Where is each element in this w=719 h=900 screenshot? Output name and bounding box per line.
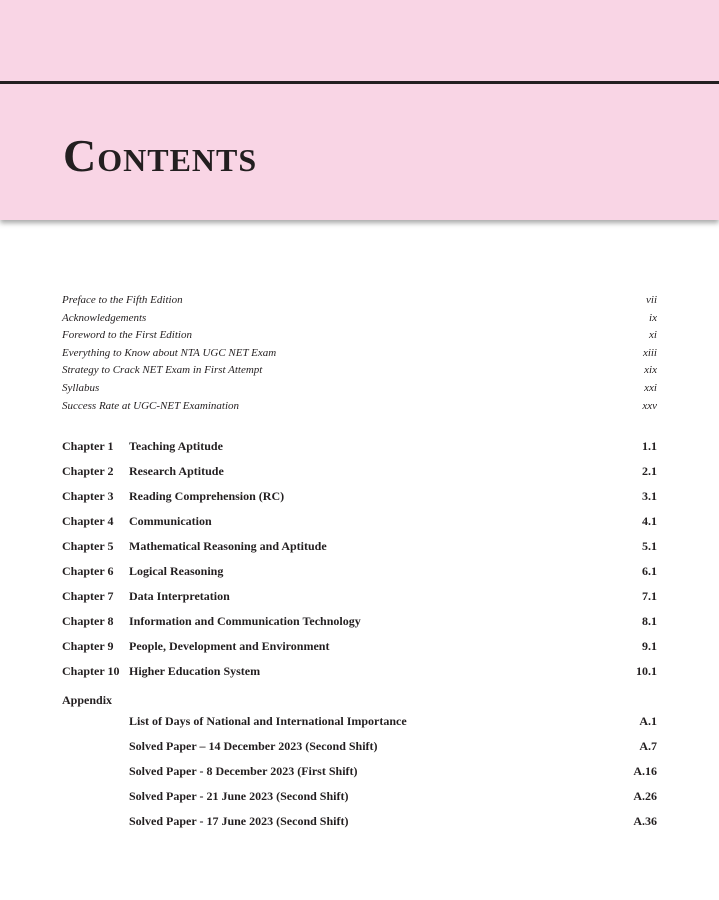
chapter-page: 4.1 [642,514,657,528]
prelim-page: xxv [642,399,657,412]
prelim-title: Strategy to Crack NET Exam in First Attempt [62,364,263,377]
prelim-title: Everything to Know about NTA UGC NET Exam [62,346,277,359]
appendix-title: List of Days of National and International Importance [129,714,407,728]
appendix-indent [62,711,129,736]
chapter-number: Chapter 8 [62,614,114,628]
appendix-indent [62,736,129,761]
chapter-entry[interactable] [62,511,657,536]
prelim-page: ix [649,311,657,324]
prelim-title: Foreword to the First Edition [62,329,192,342]
chapter-title: People, Development and Environment [129,639,330,653]
chapter-page: 10.1 [636,664,657,678]
appendix-indent [62,811,129,836]
appendix-title: Solved Paper - 8 December 2023 (First Shift) [129,764,358,778]
prelim-entry[interactable] [62,292,657,310]
chapter-page: 5.1 [642,539,657,553]
prelim-title: Syllabus [62,381,100,394]
chapter-number: Chapter 4 [62,514,114,528]
appendix-page: A.36 [633,814,657,828]
appendix-page: A.26 [633,789,657,803]
chapter-title: Teaching Aptitude [129,439,223,453]
chapter-page: 6.1 [642,564,657,578]
chapter-number: Chapter 9 [62,639,114,653]
prelim-page: xix [644,364,657,377]
chapter-entry[interactable] [62,561,657,586]
chapter-entry[interactable] [62,636,657,661]
chapter-number: Chapter 7 [62,589,114,603]
page-title: Contents [63,130,258,181]
appendix-title: Solved Paper - 17 June 2023 (Second Shift) [129,814,349,828]
chapter-title: Communication [129,514,212,528]
chapter-title: Research Aptitude [129,464,224,478]
chapter-list [62,436,657,686]
prelim-entry[interactable] [62,380,657,398]
chapter-title: Reading Comprehension (RC) [129,489,285,503]
chapter-entry[interactable] [62,611,657,636]
prelim-entry[interactable] [62,345,657,363]
prelim-entry[interactable] [62,398,657,416]
chapter-page: 3.1 [642,489,657,503]
chapter-title: Higher Education System [129,664,261,678]
appendix-title: Solved Paper - 21 June 2023 (Second Shift) [129,789,349,803]
chapter-entry[interactable] [62,586,657,611]
appendix-indent [62,761,129,786]
chapter-number: Chapter 3 [62,489,114,503]
chapter-number: Chapter 5 [62,539,114,553]
prelim-page: vii [646,294,657,306]
appendix-entry[interactable] [62,736,657,761]
chapter-entry[interactable] [62,436,657,461]
appendix-entry[interactable] [62,786,657,811]
prelim-page: xxi [644,381,657,394]
chapter-page: 7.1 [642,589,657,603]
chapter-number: Chapter 2 [62,464,114,478]
chapter-page: 8.1 [642,614,657,628]
chapter-title: Information and Communication Technology [129,614,361,628]
chapter-title: Logical Reasoning [129,564,224,578]
prelim-title: Preface to the Fifth Edition [62,294,183,306]
appendix-heading: Appendix [62,693,113,707]
header-rule [0,81,719,84]
prelim-page: xiii [642,346,657,359]
appendix-entry[interactable] [62,811,657,836]
prelim-entry[interactable] [62,362,657,380]
prelims-list [62,292,657,415]
chapter-title: Data Interpretation [129,589,230,603]
chapter-entry[interactable] [62,536,657,561]
appendix-page: A.1 [639,714,657,728]
chapter-entry[interactable] [62,486,657,511]
prelim-page: xi [649,329,657,342]
appendix-entry[interactable] [62,761,657,786]
appendix-page: A.7 [639,739,657,753]
chapter-page: 9.1 [642,639,657,653]
appendix-list [62,711,657,836]
prelim-entry[interactable] [62,310,657,328]
prelim-entry[interactable] [62,327,657,345]
chapter-page: 2.1 [642,464,657,478]
chapter-number: Chapter 10 [62,664,120,678]
prelim-title: Acknowledgements [62,311,147,324]
chapter-title: Mathematical Reasoning and Aptitude [129,539,327,553]
appendix-entry[interactable] [62,711,657,736]
chapter-entry[interactable] [62,661,657,686]
prelim-title: Success Rate at UGC-NET Examination [62,399,239,412]
chapter-number: Chapter 1 [62,439,114,453]
chapter-number: Chapter 6 [62,564,114,578]
appendix-title: Solved Paper – 14 December 2023 (Second Shift) [129,739,378,753]
appendix-indent [62,786,129,811]
header-band [0,0,719,220]
chapter-entry[interactable] [62,461,657,486]
appendix-page: A.16 [633,764,657,778]
chapter-page: 1.1 [642,439,657,453]
